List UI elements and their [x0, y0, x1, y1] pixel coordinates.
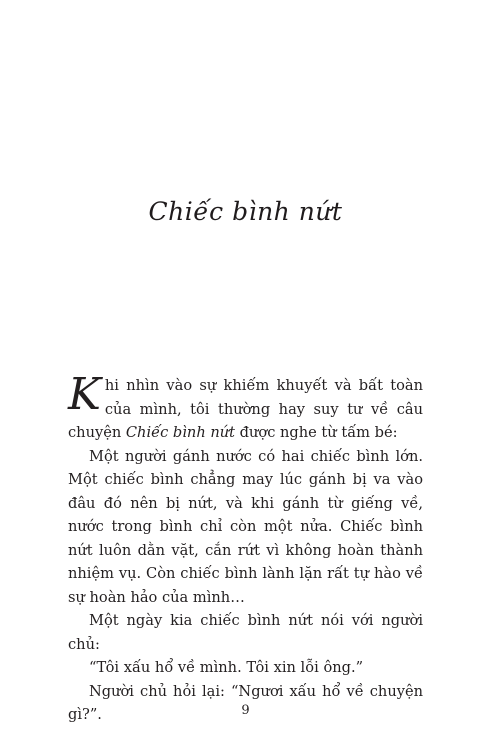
opening-text-end: được nghe từ tấm bé: [235, 424, 398, 441]
story-title-emphasis: Chiếc bình nứt [125, 424, 236, 441]
paragraph: “Tôi xấu hổ về mình. Tôi xin lỗi ông.” [89, 659, 364, 676]
page-number: 9 [241, 703, 250, 718]
chapter-title: Chiếc bình nứt [148, 197, 343, 226]
paragraph: Một ngày kia chiếc bình nứt nói với người chủ: [68, 612, 423, 653]
opening-text: hi nhìn vào sự khiếm khuyết và bất toàn của mình, tôi thường hay suy tư về câu chuyện [68, 377, 423, 441]
drop-cap: K [68, 369, 101, 420]
paragraph: Một người gánh nước có hai chiếc bình lớn. Một chiếc bình chẳng may lúc gánh bị va vào đâu đó nên bị nứt, và khi gánh từ giếng về, nước trong bình chỉ còn một nửa. Chiếc bình nứt luôn dằn vặt, cắn rứt vì không hoàn thành nhiệm vụ. Còn chiếc bình lành lặn rất tự hào về sự hoàn hảo của mình… [68, 447, 423, 606]
opening-paragraph [68, 369, 423, 445]
body-text [68, 369, 423, 727]
paragraph: Người chủ hỏi lại: “Ngươi xấu hổ về chuyện gì?”. [68, 682, 423, 723]
